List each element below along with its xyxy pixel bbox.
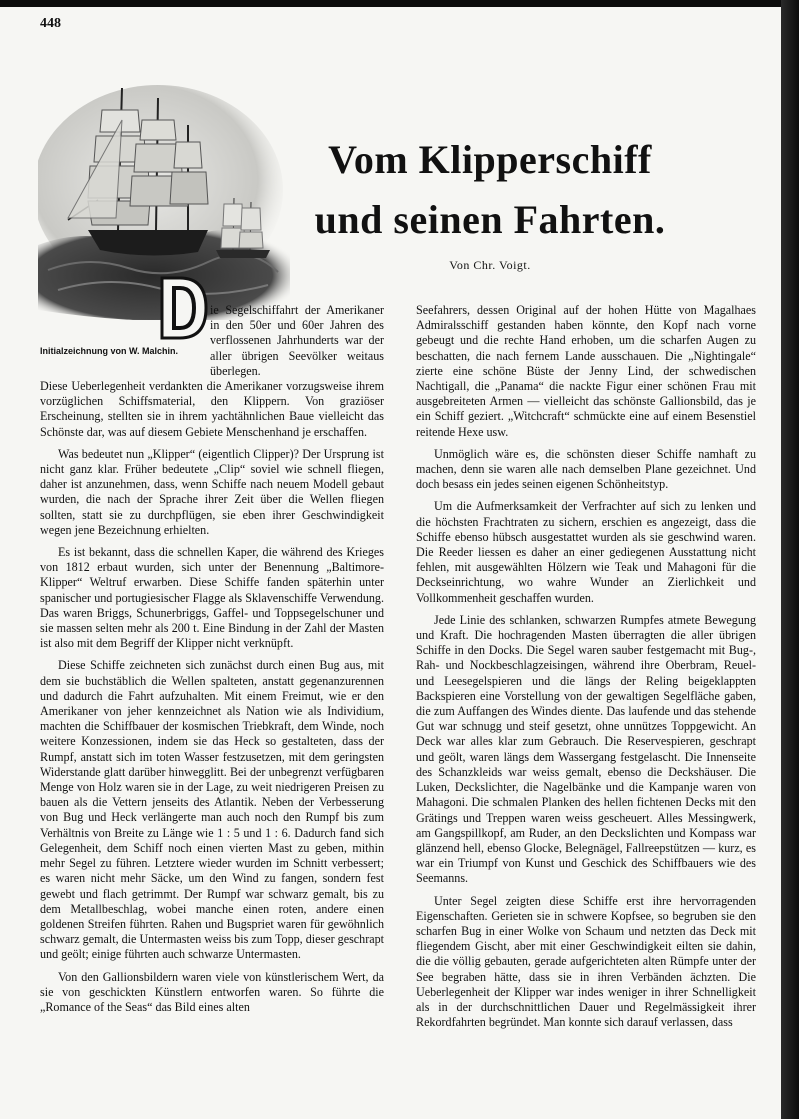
right-column (416, 303, 756, 1037)
paragraph: Diese Ueberlegenheit verdankten die Amerikaner vorzugsweise ihrem vorzüglichen Schiffsmaterial, den Klippern. Von graziöser Erscheinung, stellten sie in ihrem yachtähnlichen Baue vielleicht das Schönste dar, was auf diesem Gebiete Menschenhand je erschaffen. (40, 379, 384, 439)
paragraph: Es ist bekannt, dass die schnellen Kaper, die während des Krieges von 1812 erbaut wurden, sich unter der Benennung „Baltimore-Klipper“ Weltruf erwarben. Diese Schiffe fanden späterhin unter spanischer und portugiesischer Flagge als Sklavenschiffe Verwendung. Das waren Briggs, Schunerbriggs, Gaffel- und Toppsegelschuner und sie massen selten mehr als 200 t. Eine Bindung in der Zahl der Masten ist also mit dem Begriff der Klipper nicht verknüpft. (40, 545, 384, 651)
paragraph: Von den Gallionsbildern waren viele von künstlerischem Wert, da sie von geschickten Künstlern entworfen waren. So führte die „Romance of the Seas“ das Bild eines alten (40, 969, 384, 1014)
initial-letter-d (158, 276, 208, 340)
byline: Von Chr. Voigt. (449, 258, 531, 272)
illustration-caption: Initialzeichnung von W. Malchin. (40, 346, 179, 356)
title-line-1: Vom Klipperschiff (328, 137, 652, 182)
article-title (300, 130, 680, 250)
title-line-2: und seinen Fahrten. (314, 197, 666, 242)
paragraph: Unter Segel zeigten diese Schiffe erst ihre hervorragenden Eigenschaften. Gerieten sie in schwere Kopfsee, so begruben sie den scharfen Bug in einer Wolke von Schaum und netzten das Deck mit fliegendem Gischt, aber mit einer Geschwindigkeit eilten sie dahin, die die völlig gebauten, gerade aufgerichteten alten Rümpfe unter der See begraben hätte, dass sie in ihren Verbänden ächzten. Die Ueberlegenheit der Klipper war indes weniger in ihrer Schnelligkeit als in der durchschnittlichen Dauer und Regelmässigkeit ihrer Rekordfahrten begründet. Man konnte sich darauf verlassen, dass (416, 893, 756, 1030)
page-number: 448 (40, 16, 61, 31)
paragraph: Was bedeutet nun „Klipper“ (eigentlich Clipper)? Der Ursprung ist nicht ganz klar. Früher bedeutete „Clip“ soviel wie schnell fliegen, daher ist anzunehmen, dass, wenn Schiffe nach neuem Modell gebaut wurden, die nach der Sprache ihrer Zeit über die Wellen fliegen sollten, statt sie zu durchpflügen, sie eben ihrer Geschwindigkeit wegen jene Bezeichnung erhielten. (40, 446, 384, 537)
right-edge (781, 0, 799, 1119)
paragraph: Seefahrers, dessen Original auf der hohen Hütte von Magalhaes Admiralsschiff gestanden haben könnte, den Kopf nach vorne gebeugt und die rechte Hand erhoben, um die scharfen Augen zu beschatten, die nach fernem Lande ausschauen. Die „Nightingale“ zierte eine schöne Büste der Jenny Lind, der schwedischen Nachtigall, die „Panama“ die nackte Figur einer schönen Frau mit ausgebreiteten Armen — vielleicht das schönste Gallionsbild, das je ein Schiff geziert. „Witchcraft“ schmückte eine auf einem Besenstiel reitende Hexe usw. (416, 303, 756, 439)
paragraph: Jede Linie des schlanken, schwarzen Rumpfes atmete Bewegung und Kraft. Die hochragenden Masten überragten die aller übrigen Schiffe in den Docks. Die Segel waren sauber festgemacht mit Bug-, Rah- und Nockbeschlagzeisingen, während ihre Oberbram, Reuel- und Leesegelspieren und die längs der Reling beigeklappten Backspieren eine Vorstellung von der gewaltigen Segelfläche gaben, die zum Auffangen des Windes diente. Das laufende und das stehende Gut war schnugg und steif gesetzt, ohne unnützes Toppgewicht. An Deck war alles klar zum Gebrauch. Die Reservespieren, geschrapt und geölt, waren längs dem Wassergang festgelascht. Die Innenseite des Schanzkleids war weiss gemalt, ebenso die Deckshäuser. Die Luken, Deckslichter, die Nagelbänke und die Kampanje waren von Mahagoni. Die schmalen Planken des hellen fichtenen Decks mit den Grätings und Treppen waren weiss gescheuert. Alles Messingwerk, am Gangspillkopf, am Ruder, an den Deckslichten und Kompass war glänzend hell, ebenso Glocke, Belegnägel, Fallreepstützen — kurz, es war ein Triumpf von Kunst und Geschick des Schiffbauers wie des Seemanns. (416, 612, 756, 886)
top-edge (0, 0, 799, 7)
paragraph: Diese Schiffe zeichneten sich zunächst durch einen Bug aus, mit dem sie buchstäblich die Wellen spalteten, anstatt gegenanzurennen und dadurch die Fahrt aufzuhalten. Mit einem Freimut, wie er den Amerikaner von jeher kennzeichnet als Nation wie als Individium, machten die Schiffbauer der kosmischen Triebkraft, dem Winde, noch weitere Konzessionen, indem sie das Heck so gestalteten, dass der Rumpf, anstatt sich im toten Wasser festzusetzen, mit dem geringsten Widerstande glatt darüber hinwegglitt. Bei der unbegrenzt verfügbaren Menge von Holz waren sie in der Lage, zu weit niedrigeren Preisen zu bauen als die Vettern jenseits des Atlantik. Neben der Verbesserung von Bug und Heck verlängerte man auch noch den Rumpf bis zum Verhältnis von Breite zu Länge wie 1 : 5 und 1 : 6. Dadurch fand sich Gelegenheit, dem Schiff noch einen vierten Mast zu geben, mithin mehr Segel zu führen. Letztere wieder wurden im Schnitt verbessert; es waren nicht mehr Säcke, um den Wind zu fangen, sondern fest gewebt und flach getrimmt. Der Rumpf war schwarz gemalt, bis zu dem Metallbeschlag, wobei manche einen roten, andere einen goldenen Streifen führten. Rahen und Bugspriet waren für gewöhnlich schwarz gemalt, die Untermasten weiss bis zum Topp, dieser geschrapt und geölt; einige führten auch schwarze Untermasten. (40, 658, 384, 962)
paragraph: Um die Aufmerksamkeit der Verfrachter auf sich zu lenken und die höchsten Frachtraten zu sichern, erschien es angezeigt, dass die Schiffe ebenso hübsch ausgestattet wurden als sie geschwind waren. Die Reeder liessen es daher an einer gediegenen Ausstattung nicht fehlen, mit ausgewählten Hölzern wie Teak und Mahagoni für die Deckseinrichtung, wo wahre Wunder an Zierlichkeit und Vollkommenheit geschaffen wurden. (416, 499, 756, 605)
left-column (40, 379, 384, 1022)
intro-paragraph (210, 303, 384, 386)
paragraph: Unmöglich wäre es, die schönsten dieser Schiffe namhaft zu machen, denn sie waren alle nach demselben Plane gezeichnet. Und doch besass ein jedes seinen eigenen Schönheitstyp. (416, 446, 756, 492)
intro-text: ie Segelschiffahrt der Amerikaner in den 50er und 60er Jahren des verflossenen Jahrhunderts war der aller übrigen Seevölker weitaus überlegen. (210, 303, 384, 378)
